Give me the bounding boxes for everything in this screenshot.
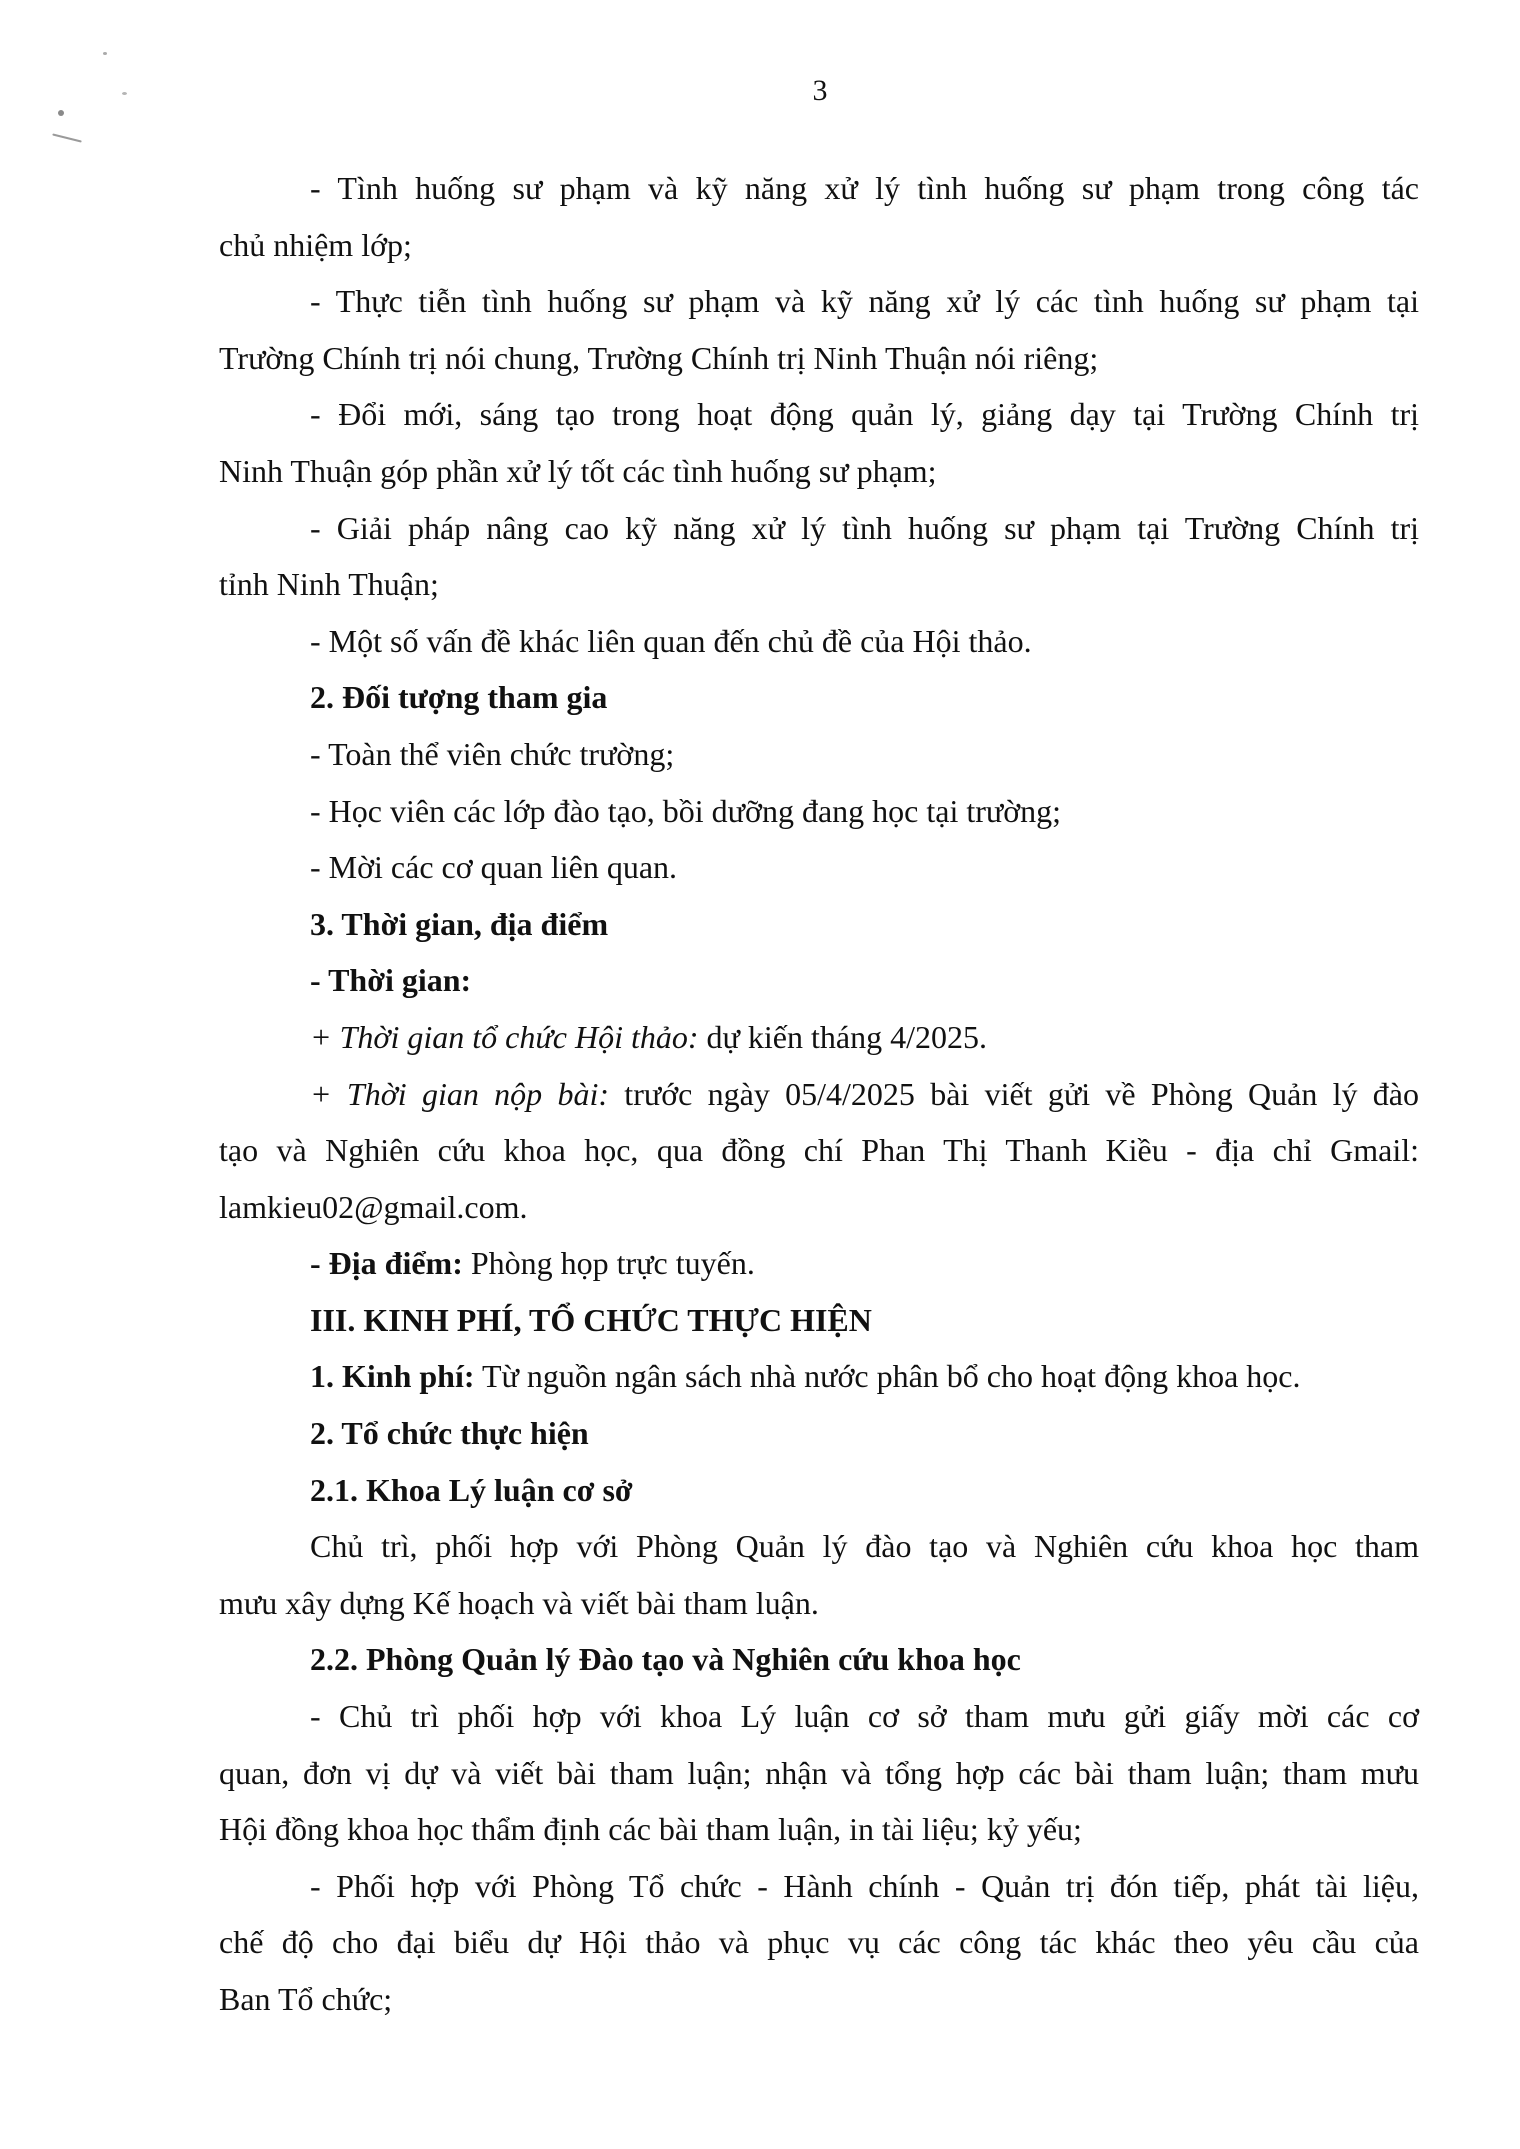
time-place-heading: 3. Thời gian, địa điểm [310, 905, 609, 942]
participant-item: - Học viên các lớp đào tạo, bồi dưỡng đang học tại trường; [310, 792, 1062, 829]
submit-time-line-2: tạo và Nghiên cứu khoa học, qua đồng chí Phan Thị Thanh Kiều - địa chỉ Gmail: [219, 1132, 1419, 1169]
subsection-2-2-p1-line-1: - Chủ trì phối hợp với khoa Lý luận cơ sở tham mưu gửi giấy mời các cơ [310, 1698, 1419, 1735]
scan-stroke [52, 133, 82, 142]
topic-5: - Một số vấn đề khác liên quan đến chủ đề của Hội thảo. [310, 622, 1032, 659]
section-3-heading: III. KINH PHÍ, TỔ CHỨC THỰC HIỆN [310, 1301, 872, 1338]
subsection-2-2-p2-line-2: chế độ cho đại biểu dự Hội thảo và phục vụ các công tác khác theo yêu cầu của [219, 1924, 1419, 1961]
participants-heading: 2. Đối tượng tham gia [310, 679, 608, 716]
time-label: - Thời gian: [310, 962, 472, 999]
topic-4-line-1: - Giải pháp nâng cao kỹ năng xử lý tình huống sư phạm tại Trường Chính trị [310, 509, 1419, 546]
scan-speck [103, 52, 107, 55]
topic-3-line-1: - Đổi mới, sáng tạo trong hoạt động quản lý, giảng dạy tại Trường Chính trị [310, 396, 1419, 433]
topic-2-line-1: - Thực tiễn tình huống sư phạm và kỹ năng xử lý các tình huống sư phạm tại [310, 283, 1419, 320]
submit-time-value: trước ngày 05/4/2025 bài viết gửi về Phòng Quản lý đào [609, 1075, 1420, 1112]
subsection-2-2-heading: 2.2. Phòng Quản lý Đào tạo và Nghiên cứu khoa học [310, 1641, 1021, 1678]
organize-time-label: + Thời gian tổ chức Hội thảo: [310, 1018, 699, 1055]
subsection-2-2-p1-line-2: quan, đơn vị dự và viết bài tham luận; nhận và tổng hợp các bài tham luận; tham mưu [219, 1754, 1419, 1791]
budget [219, 1348, 1419, 1405]
place [219, 1235, 1419, 1292]
organization-heading: 2. Tổ chức thực hiện [310, 1415, 589, 1452]
subsection-2-1-line-1: Chủ trì, phối hợp với Phòng Quản lý đào tạo và Nghiên cứu khoa học tham [310, 1528, 1419, 1565]
budget-label: 1. Kinh phí: [310, 1358, 475, 1395]
subsection-2-1-line-2: mưu xây dựng Kế hoạch và viết bài tham luận. [219, 1584, 819, 1621]
document-body [219, 160, 1419, 2028]
scan-speck [58, 110, 64, 116]
organize-time [219, 1009, 1419, 1066]
subsection-2-2-p2-line-3: Ban Tổ chức; [219, 1981, 393, 2017]
participant-item: - Toàn thể viên chức trường; [310, 735, 675, 772]
budget-value: Từ nguồn ngân sách nhà nước phân bổ cho hoạt động khoa học. [474, 1358, 1301, 1395]
topic-1-line-1: - Tình huống sư phạm và kỹ năng xử lý tình huống sư phạm trong công tác [310, 170, 1419, 206]
topic-4-line-2: tỉnh Ninh Thuận; [219, 566, 439, 603]
subsection-2-1-heading: 2.1. Khoa Lý luận cơ sở [310, 1471, 633, 1508]
submit-time-label: + Thời gian nộp bài: [310, 1075, 609, 1112]
topic-3-line-2: Ninh Thuận góp phần xử lý tốt các tình huống sư phạm; [219, 452, 937, 489]
place-value: Phòng họp trực tuyến. [462, 1245, 755, 1282]
submit-email: lamkieu02@gmail.com. [219, 1188, 528, 1225]
subsection-2-2-p2-line-1: - Phối hợp với Phòng Tổ chức - Hành chính - Quản trị đón tiếp, phát tài liệu, [310, 1867, 1419, 1904]
subsection-2-2-p1-line-3: Hội đồng khoa học thẩm định các bài tham luận, in tài liệu; kỷ yếu; [219, 1811, 1082, 1848]
topic-1-line-2: chủ nhiệm lớp; [219, 226, 412, 263]
organize-time-value: dự kiến tháng 4/2025. [698, 1018, 987, 1055]
topic-2-line-2: Trường Chính trị nói chung, Trường Chính trị Ninh Thuận nói riêng; [219, 339, 1099, 376]
place-label: - Địa điểm: [310, 1245, 463, 1282]
page-number: 3 [812, 74, 828, 107]
submit-time-line-1 [219, 1066, 1419, 1123]
participant-item: - Mời các cơ quan liên quan. [310, 849, 678, 886]
